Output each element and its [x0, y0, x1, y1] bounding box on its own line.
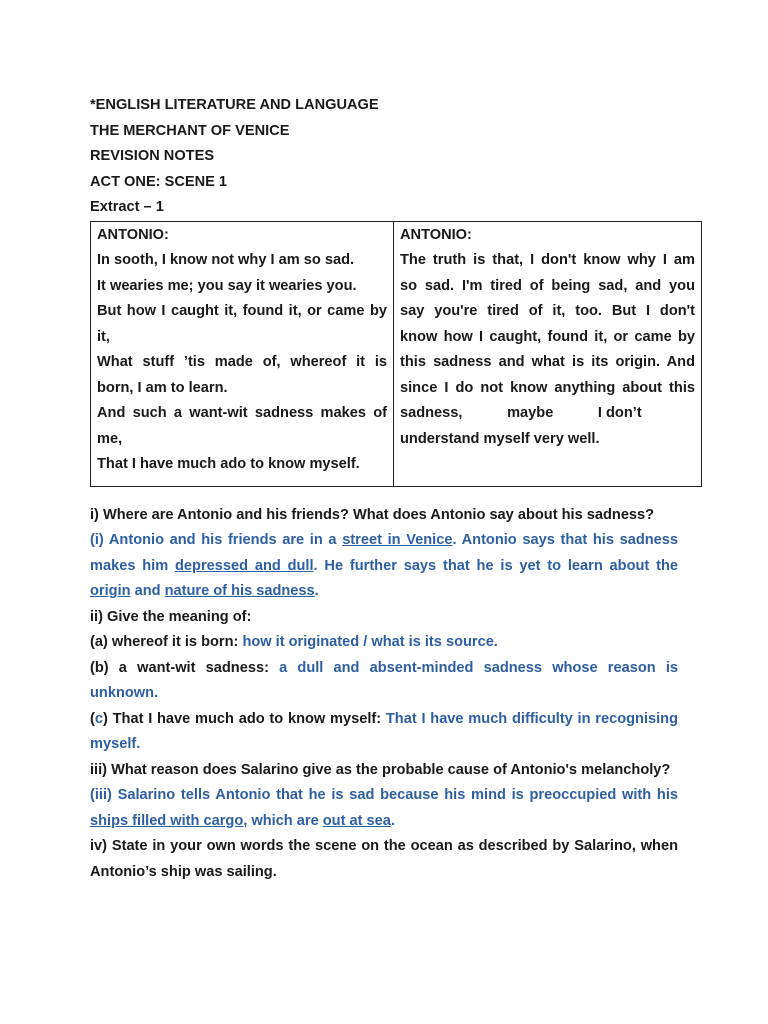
answer-1-text: . He further says that he is yet to learn about the — [313, 557, 678, 574]
right-line: sadness, maybe I don’t — [400, 405, 642, 421]
answer-3-text: , which are — [243, 812, 323, 829]
left-line: it, — [97, 328, 110, 345]
answer-3 — [90, 783, 678, 834]
left-line: born, I am to learn. — [97, 379, 228, 396]
answer-3-text: (iii) Salarino tells Antonio that he is sad because his mind is preoccupied with his — [90, 787, 678, 803]
answer-3-underline: out at sea — [322, 812, 391, 829]
left-line: That I have much ado to know myself. — [97, 456, 360, 472]
extract-label: Extract – 1 — [90, 199, 164, 215]
original-text-cell — [91, 221, 394, 486]
question-2c-label: ) That I have much ado to know myself: — [103, 710, 386, 727]
answer-1-underline: origin — [90, 583, 131, 599]
left-line: It wearies me; you say it wearies you. — [97, 277, 357, 294]
answer-2a: how it originated / what is its source. — [242, 634, 498, 650]
left-line: What stuff ’tis made of, whereof it is — [97, 354, 387, 370]
right-line: The truth is that, I don't know why I am — [400, 252, 695, 268]
answer-1-underline: nature of his sadness — [164, 583, 315, 599]
question-3: iii) What reason does Salarino give as the probable cause of Antonio's melancholy? — [90, 761, 671, 778]
question-2b — [90, 656, 678, 707]
answer-1-text: . — [314, 583, 319, 599]
right-line: know how I caught, found it, or came by — [400, 328, 695, 345]
right-line: since I do not know anything about this — [400, 379, 695, 396]
question-1: i) Where are Antonio and his friends? What does Antonio say about his sadness? — [90, 506, 655, 523]
left-line: In sooth, I know not why I am so sad. — [97, 252, 355, 268]
question-2a-label: (a) whereof it is born: — [90, 634, 243, 650]
right-line: so sad. I'm tired of being sad, and you — [400, 277, 695, 294]
subject-heading: *ENGLISH LITERATURE AND LANGUAGE — [90, 97, 379, 113]
extract-table — [90, 221, 702, 487]
left-line: And such a want-wit sadness makes of — [97, 405, 387, 421]
questions-section — [90, 503, 678, 886]
answer-1-text: and — [130, 583, 165, 599]
right-speaker: ANTONIO: — [400, 226, 472, 243]
answer-1-text: (i) Antonio and his friends are in a — [90, 532, 343, 548]
play-title: THE MERCHANT OF VENICE — [90, 122, 290, 139]
act-scene-label: ACT ONE: SCENE 1 — [90, 173, 228, 190]
question-4: iv) State in your own words the scene on the ocean as described by Salarino, when Antonio’s ship was sailing. — [90, 838, 678, 880]
answer-1 — [90, 528, 678, 605]
answer-2b: a dull and absent-minded sadness whose reason is unknown. — [90, 659, 678, 701]
question-2c-letter: c — [94, 710, 103, 727]
answer-1-underline: depressed and dull — [175, 557, 314, 574]
left-line: me, — [97, 430, 123, 447]
question-2: ii) Give the meaning of: — [90, 608, 252, 625]
answer-2c: That I have much difficulty in recognising myself. — [90, 710, 678, 752]
answer-1-text: . Antonio says that his sadness makes him — [90, 532, 679, 574]
left-line: But how I caught it, found it, or came by — [97, 303, 387, 319]
modern-text-cell — [394, 221, 702, 486]
question-2b-label: (b) a want-wit sadness: — [90, 659, 280, 676]
right-line: understand myself very well. — [400, 430, 600, 447]
right-line: this sadness and what is its origin. And — [400, 354, 695, 370]
answer-1-underline: street in Venice — [342, 532, 453, 548]
left-speaker: ANTONIO: — [97, 226, 169, 243]
answer-3-text: . — [390, 812, 395, 829]
right-line: say you're tired of it, too. But I don't — [400, 303, 695, 319]
answer-3-underline: ships filled with cargo — [90, 812, 244, 829]
notes-content — [90, 93, 695, 885]
question-2c-label: ( — [90, 710, 95, 727]
question-2c — [90, 707, 678, 758]
question-2a — [90, 630, 678, 656]
notes-label: REVISION NOTES — [90, 148, 215, 164]
